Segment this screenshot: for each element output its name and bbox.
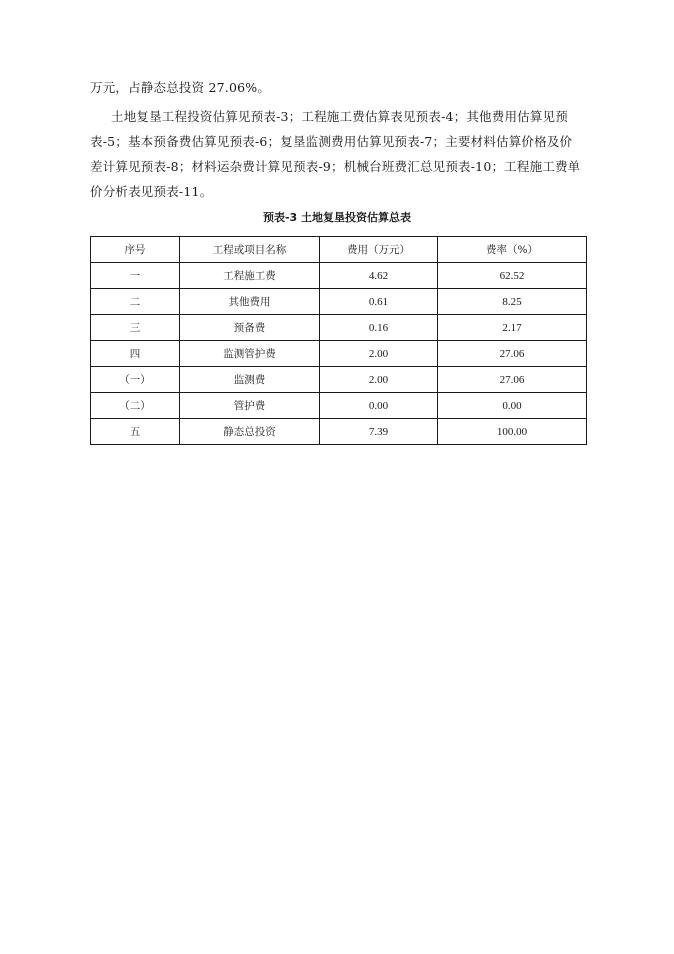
cell-cost: 2.00 xyxy=(320,367,438,393)
cell-name: 监测管护费 xyxy=(180,341,320,367)
header-name: 工程或项目名称 xyxy=(180,237,320,263)
cell-no: 一 xyxy=(91,263,180,289)
header-rate: 费率（%） xyxy=(438,237,587,263)
cell-rate: 0.00 xyxy=(438,393,587,419)
cell-cost: 2.00 xyxy=(320,341,438,367)
cell-name: 其他费用 xyxy=(180,289,320,315)
table-row xyxy=(91,289,587,315)
cell-no: （一） xyxy=(91,367,180,393)
cell-name: 静态总投资 xyxy=(180,419,320,445)
cell-name: 管护费 xyxy=(180,393,320,419)
cell-cost: 0.16 xyxy=(320,315,438,341)
header-cost: 费用（万元） xyxy=(320,237,438,263)
cell-no: 二 xyxy=(91,289,180,315)
table-row xyxy=(91,263,587,289)
cell-rate: 8.25 xyxy=(438,289,587,315)
paragraph-line: 土地复垦工程投资估算见预表-3；工程施工费估算表见预表-4；其他费用估算见预 xyxy=(111,109,568,124)
cell-cost: 7.39 xyxy=(320,419,438,445)
cell-rate: 27.06 xyxy=(438,341,587,367)
table-caption: 预表-3 土地复垦投资估算总表 xyxy=(262,211,412,224)
cell-cost: 0.61 xyxy=(320,289,438,315)
cell-no: （二） xyxy=(91,393,180,419)
cell-name: 工程施工费 xyxy=(180,263,320,289)
cell-no: 四 xyxy=(91,341,180,367)
cell-rate: 27.06 xyxy=(438,367,587,393)
paragraph-line: 差计算见预表-8；材料运杂费计算见预表-9；机械台班费汇总见预表-10；工程施工费单 xyxy=(90,159,581,174)
cell-cost: 0.00 xyxy=(320,393,438,419)
paragraph-line: 表-5；基本预备费估算见预表-6；复垦监测费用估算见预表-7；主要材料估算价格及价 xyxy=(90,134,573,149)
table-row xyxy=(91,367,587,393)
cell-rate: 100.00 xyxy=(438,419,587,445)
cell-cost: 4.62 xyxy=(320,263,438,289)
table-row xyxy=(91,419,587,445)
cell-no: 三 xyxy=(91,315,180,341)
table-header-row xyxy=(91,237,587,263)
table-row xyxy=(91,341,587,367)
cell-name: 监测费 xyxy=(180,367,320,393)
cell-rate: 62.52 xyxy=(438,263,587,289)
header-no: 序号 xyxy=(91,237,180,263)
table-row xyxy=(91,393,587,419)
paragraph-line: 万元，占静态总投资 27.06%。 xyxy=(90,80,271,95)
cell-name: 预备费 xyxy=(180,315,320,341)
investment-summary-table xyxy=(90,236,587,445)
cell-rate: 2.17 xyxy=(438,315,587,341)
paragraph-line: 价分析表见预表-11。 xyxy=(90,184,213,199)
table-row xyxy=(91,315,587,341)
cell-no: 五 xyxy=(91,419,180,445)
